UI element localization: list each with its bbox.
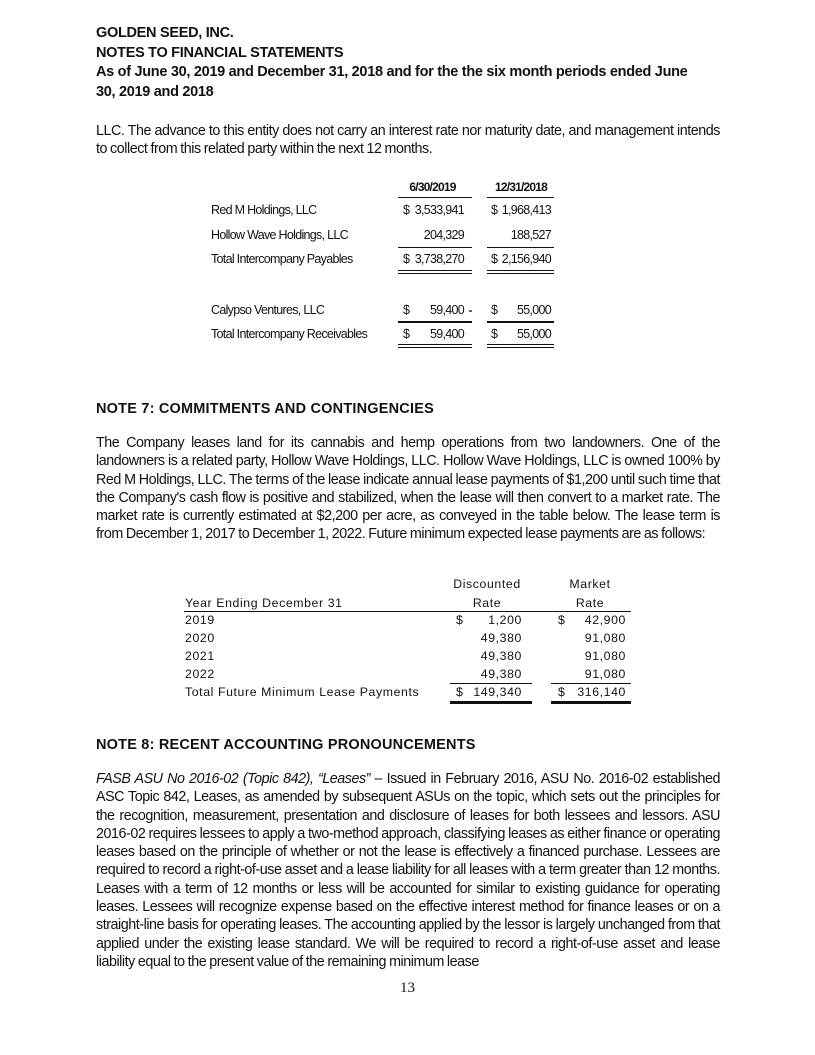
period-line-1: As of June 30, 2019 and December 31, 2018 and for the the six month periods ended June bbox=[96, 64, 688, 80]
double-rule bbox=[398, 344, 472, 345]
dollar-sign: $ bbox=[491, 252, 498, 266]
year-cell: 2022 bbox=[185, 667, 215, 681]
col-header-2018: 12/31/2018 bbox=[494, 180, 548, 194]
header-rule bbox=[184, 611, 631, 612]
dollar-sign: $ bbox=[491, 303, 498, 317]
value-2018: 188,527 bbox=[510, 228, 551, 242]
note-7-title: NOTE 7: COMMITMENTS AND CONTINGENCIES bbox=[96, 401, 434, 417]
intro-paragraph: LLC. The advance to this entity does not carry an interest rate nor maturity date, and management intends to collect from this related party within the next 12 months. bbox=[96, 123, 720, 158]
note-7-paragraph: The Company leases land for its cannabis and hemp operations from two landowners. One of the landowners is a related party, Hollow Wave Holdings, LLC. Hollow Wave Holdings, LLC is owned 100% by Red M Holdings, LLC. The terms of the lease indicate annual lease payments of $1,200 until such time that the Company's cash flow is positive and stabilized, when the lease will then convert to a market rate. The market rate is currently estimated at $2,200 per acre, as conveyed in the table below. The lease term is from December 1, 2017 to December 1, 2022. Future minimum expected lease payments are as follows: bbox=[96, 435, 720, 543]
value-2019: 59,400 bbox=[429, 303, 464, 317]
dollar-sign: $ bbox=[403, 303, 410, 317]
year-cell: 2021 bbox=[185, 649, 215, 663]
period-line-2: 30, 2019 and 2018 bbox=[96, 83, 214, 100]
subtotal-rule bbox=[487, 321, 554, 323]
row-label: Hollow Wave Holdings, LLC bbox=[211, 228, 348, 242]
dollar-sign: $ bbox=[558, 613, 566, 627]
value-2019: 3,533,941 bbox=[414, 203, 464, 217]
value-2018: 2,156,940 bbox=[501, 252, 551, 266]
note-8-paragraph bbox=[96, 770, 720, 971]
document-title: NOTES TO FINANCIAL STATEMENTS bbox=[96, 44, 344, 61]
double-rule bbox=[487, 270, 554, 271]
asu-reference: FASB ASU No 2016-02 (Topic 842), “Leases” bbox=[96, 771, 370, 787]
note-8-title: NOTE 8: RECENT ACCOUNTING PRONOUNCEMENTS bbox=[96, 737, 476, 753]
header-rule bbox=[487, 197, 554, 198]
discounted-value: 49,380 bbox=[480, 649, 522, 663]
market-total: 316,140 bbox=[577, 685, 626, 699]
subtotal-rule bbox=[398, 321, 472, 323]
value-2019: 3,738,270 bbox=[414, 252, 464, 266]
discounted-value: 1,200 bbox=[488, 613, 522, 627]
subtotal-rule bbox=[487, 247, 554, 248]
subtotal-rule bbox=[551, 683, 631, 684]
note-8-body: – Issued in February 2016, ASU No. 2016-02 established ASC Topic 842, Leases, as amended by subsequent ASUs on the topic, which sets out the principles for the recognition, measurement, presentation and disclosure of leases for both lessees and lessors. ASU 2016-02 requires lessees to apply a two-method approach, classifying leases as either finance or operating leases based on the principle of whether or not the lease is effectively a financed purchase. Lessees are required to record a right-of-use asset and a lease liability for all leases with a term greater than 12 months. Leases with a term of 12 months or less will be accounted for similar to existing guidance for operating leases. Lessees will recognize expense based on the effective interest method for finance leases or on a straight-line basis for operating leases. The accounting applied by the lessor is largely unchanged from that applied under the existing lease standard. We will be required to record a right-of-use asset and lease liability equal to the present value of the remaining minimum lease bbox=[96, 771, 720, 970]
col-header-2019: 6/30/2019 bbox=[409, 180, 456, 194]
cell-comment-marker bbox=[469, 310, 472, 312]
row-label: Red M Holdings, LLC bbox=[211, 203, 317, 217]
value-2019: 204,329 bbox=[423, 228, 464, 242]
col-header-discounted: Discounted bbox=[453, 577, 521, 591]
market-value: 91,080 bbox=[584, 631, 626, 645]
double-rule bbox=[398, 273, 472, 274]
market-value: 91,080 bbox=[584, 667, 626, 681]
year-cell: 2020 bbox=[185, 631, 215, 645]
value-2018: 55,000 bbox=[516, 327, 551, 341]
row-label: Total Intercompany Payables bbox=[211, 252, 353, 266]
dollar-sign: $ bbox=[491, 327, 498, 341]
double-rule bbox=[398, 347, 472, 348]
company-name: GOLDEN SEED, INC. bbox=[96, 25, 234, 41]
double-rule bbox=[487, 344, 554, 345]
double-rule bbox=[487, 347, 554, 348]
row-label: Calypso Ventures, LLC bbox=[211, 303, 325, 317]
dollar-sign: $ bbox=[403, 252, 410, 266]
discounted-total: 149,340 bbox=[473, 685, 522, 699]
subtotal-rule bbox=[450, 683, 532, 684]
header-rule bbox=[398, 197, 472, 198]
subtotal-rule bbox=[398, 247, 472, 248]
year-cell: 2019 bbox=[185, 613, 215, 627]
value-2018: 55,000 bbox=[516, 303, 551, 317]
row-header: Year Ending December 31 bbox=[185, 596, 343, 610]
discounted-value: 49,380 bbox=[480, 631, 522, 645]
page-number: 13 bbox=[400, 980, 415, 996]
value-2019: 59,400 bbox=[429, 327, 464, 341]
total-label: Total Future Minimum Lease Payments bbox=[185, 685, 420, 699]
double-rule bbox=[398, 270, 472, 271]
double-rule bbox=[487, 273, 554, 274]
row-label: Total Intercompany Receivables bbox=[211, 327, 368, 341]
market-value: 91,080 bbox=[584, 649, 626, 663]
market-value: 42,900 bbox=[584, 613, 626, 627]
discounted-value: 49,380 bbox=[480, 667, 522, 681]
dollar-sign: $ bbox=[456, 613, 464, 627]
dollar-sign: $ bbox=[403, 203, 410, 217]
dollar-sign: $ bbox=[491, 203, 498, 217]
value-2018: 1,968,413 bbox=[501, 203, 551, 217]
dollar-sign: $ bbox=[403, 327, 410, 341]
dollar-sign: $ bbox=[558, 685, 566, 699]
col-header-market-rate: Rate bbox=[575, 596, 605, 610]
dollar-sign: $ bbox=[456, 685, 464, 699]
col-header-market: Market bbox=[569, 577, 611, 591]
double-rule bbox=[450, 701, 532, 704]
col-header-discounted-rate: Rate bbox=[472, 596, 502, 610]
double-rule bbox=[551, 701, 631, 704]
